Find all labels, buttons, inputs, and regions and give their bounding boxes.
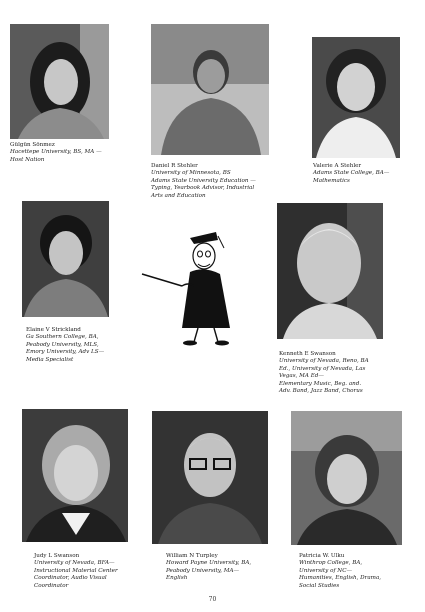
caption-line: Host Nation bbox=[10, 156, 45, 163]
portrait-photo-kenneth bbox=[277, 203, 383, 339]
caption-line: Adams State University Education — bbox=[151, 177, 256, 184]
caption-line: Winthrop College, BA, bbox=[299, 560, 363, 567]
caption-line: University of Minnesota, BS bbox=[151, 170, 231, 177]
caption-elaine bbox=[26, 327, 104, 364]
caption-judy bbox=[34, 553, 118, 590]
caption-line: Peabody University, MLS, bbox=[26, 341, 99, 348]
portrait-photo-elaine bbox=[22, 201, 109, 317]
caption-line: Vegas, MA Ed— bbox=[279, 373, 324, 380]
caption-daniel bbox=[151, 163, 256, 200]
caption-line: Hacettepe University, BS, MA — bbox=[10, 149, 102, 156]
faculty-name: Daniel R Stehler bbox=[151, 163, 198, 169]
portrait-photo-william bbox=[152, 411, 268, 544]
portrait-photo-valerie bbox=[312, 37, 400, 158]
caption-line: Howard Payne University, BA, bbox=[166, 560, 252, 567]
caption-line: Arts and Education bbox=[151, 192, 206, 199]
portrait-photo-patricia bbox=[291, 411, 402, 545]
faculty-name: Judy L Swanson bbox=[34, 553, 80, 559]
caption-line: University of Nevada, BFA— bbox=[34, 560, 115, 567]
caption-line: Elementary Music, Beg. and. bbox=[279, 380, 362, 387]
faculty-name: Patricia W. Ulku bbox=[299, 553, 345, 559]
caption-line: Adams State College, BA— bbox=[313, 170, 390, 177]
faculty-name: Kenneth E Swanson bbox=[279, 351, 336, 357]
caption-line: Coordinator, Audio Visual bbox=[34, 575, 107, 582]
caption-gulgun bbox=[10, 142, 102, 164]
caption-line: Ga Southern College, BA, bbox=[26, 334, 99, 341]
caption-line: Emory University, Adv LS— bbox=[26, 349, 105, 356]
caption-patricia bbox=[299, 553, 381, 590]
page-number: 70 bbox=[208, 596, 217, 603]
portrait-photo-judy bbox=[22, 409, 128, 542]
caption-line: Peabody University, MA— bbox=[166, 567, 240, 574]
caption-line: English bbox=[166, 575, 188, 582]
portrait-photo-gulgun bbox=[10, 24, 109, 139]
caption-line: Ed., University of Nevada, Las bbox=[279, 365, 366, 372]
faculty-name: Gülgün Sönmez bbox=[10, 142, 55, 148]
caption-william bbox=[166, 553, 251, 583]
faculty-name: Valerie A Stehler bbox=[313, 163, 362, 169]
caption-line: Coordinator bbox=[34, 582, 69, 589]
caption-kenneth bbox=[279, 351, 369, 395]
portrait-photo-daniel bbox=[151, 24, 269, 155]
caption-line: Typing, Yearbook Advisor, Industrial bbox=[151, 185, 255, 192]
caption-line: Adv. Band, Jazz Band, Chorus bbox=[279, 388, 363, 395]
caption-valerie bbox=[313, 163, 389, 185]
caption-line: University of NC— bbox=[299, 567, 353, 574]
graduate-cartoon-illustration bbox=[138, 228, 248, 348]
caption-line: Mathematics bbox=[313, 177, 350, 184]
caption-line: Media Specialist bbox=[26, 356, 74, 363]
caption-line: Instructional Material Center bbox=[34, 567, 118, 574]
caption-line: University of Nevada, Reno, BA bbox=[279, 358, 369, 365]
faculty-name: Elaine V Strickland bbox=[26, 327, 81, 333]
faculty-name: William N Turpley bbox=[166, 553, 218, 559]
caption-line: Humanities, English, Drama, bbox=[299, 575, 382, 582]
caption-line: Social Studies bbox=[299, 582, 340, 589]
